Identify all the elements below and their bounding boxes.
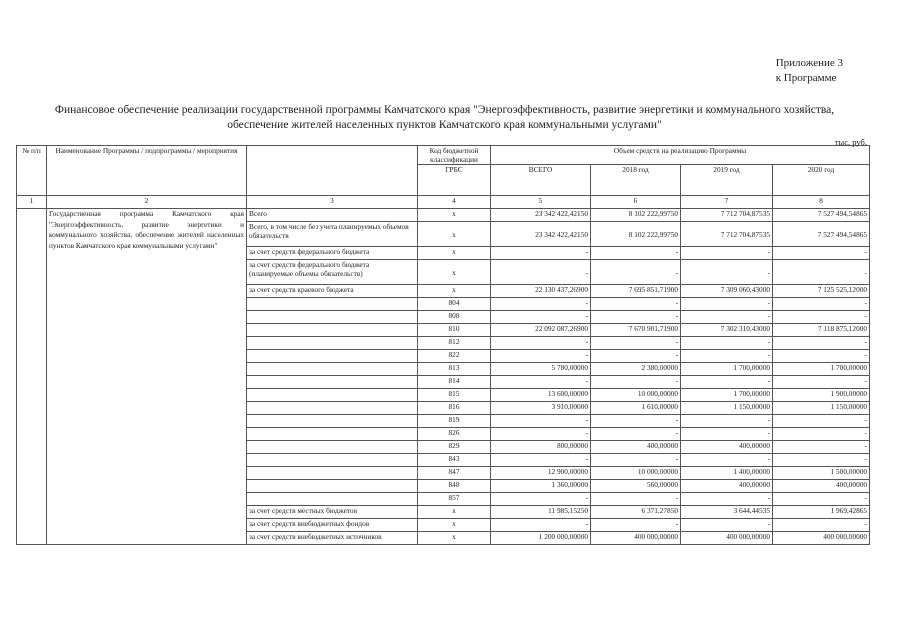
value-2019: - [681,428,773,441]
title-line-2: обеспечение жителей населенных пунктов Камчатского края коммунальными услугами" [227,119,662,131]
value-2018: - [591,415,681,428]
value-2019: 3 644,44535 [681,506,773,519]
value-2020: 7 527 494,54865 [773,209,870,222]
value-2019: 7 712 704,87535 [681,222,773,247]
header-grbs: ГРБС [418,165,491,196]
value-2020: - [773,415,870,428]
value-2020: 7 118 875,12000 [773,324,870,337]
funding-source [247,337,418,350]
col-number: 2 [47,196,247,209]
grbs-code: х [418,209,491,222]
total-value: - [491,298,591,311]
grbs-code: 829 [418,441,491,454]
grbs-code: х [418,506,491,519]
value-2020: 1 500,00000 [773,467,870,480]
funding-source [247,454,418,467]
value-2020: 1 900,00000 [773,389,870,402]
value-2018: 10 000,00000 [591,389,681,402]
total-value: 22 092 087,26900 [491,324,591,337]
header-2018: 2018 год [591,165,681,196]
grbs-code: 816 [418,402,491,415]
value-2019: - [681,247,773,260]
header-code: Код бюджетной классификации [418,146,491,165]
value-2018: - [591,454,681,467]
grbs-code: 812 [418,337,491,350]
value-2020: 400 000,00000 [773,532,870,545]
total-value: 3 910,00000 [491,402,591,415]
value-2020: 1 700,00000 [773,363,870,376]
title-line-1: Финансовое обеспечение реализации государственной программы Камчатского края "Энергоэффективность, развитие энергетики и коммунального хозяйства, [54,104,835,116]
total-value: - [491,350,591,363]
value-2019: - [681,415,773,428]
funding-source: за счет средств внебюджетных фондов [247,519,418,532]
value-2018: - [591,350,681,363]
total-value: - [491,337,591,350]
appendix-note [776,56,843,86]
value-2018: 8 102 222,99750 [591,222,681,247]
header-row [17,146,870,165]
value-2020: - [773,376,870,389]
grbs-code: х [418,285,491,298]
document-title [22,103,867,133]
value-2020: - [773,441,870,454]
funding-source [247,376,418,389]
value-2018: 2 380,00000 [591,363,681,376]
value-2020: - [773,247,870,260]
grbs-code: 857 [418,493,491,506]
value-2019: - [681,260,773,285]
value-2018: - [591,247,681,260]
value-2018: 6 371,27850 [591,506,681,519]
funding-source [247,428,418,441]
grbs-code: 847 [418,467,491,480]
grbs-code: 819 [418,415,491,428]
funding-source [247,389,418,402]
col-number: 1 [17,196,47,209]
funding-source: за счет средств краевого бюджета [247,285,418,298]
total-value: - [491,311,591,324]
value-2019: - [681,298,773,311]
header-empty [247,146,418,196]
total-value: 22 130 437,26900 [491,285,591,298]
value-2019: - [681,350,773,363]
grbs-code: 848 [418,480,491,493]
total-value: 800,00000 [491,441,591,454]
value-2019: - [681,376,773,389]
value-2020: 7 527 494,54865 [773,222,870,247]
value-2020: - [773,519,870,532]
funding-source [247,441,418,454]
value-2019: - [681,454,773,467]
value-2018: - [591,311,681,324]
total-value: - [491,454,591,467]
header-name: Наименование Программы / подпрограммы / мероприятия [47,146,247,196]
value-2020: 1 969,42865 [773,506,870,519]
total-value: 11 985,15250 [491,506,591,519]
grbs-code: 810 [418,324,491,337]
funding-source [247,415,418,428]
grbs-code: 814 [418,376,491,389]
grbs-code: 804 [418,298,491,311]
value-2018: 7 670 901,71900 [591,324,681,337]
funding-source [247,467,418,480]
funding-source [247,298,418,311]
grbs-code: 843 [418,454,491,467]
total-value: - [491,247,591,260]
value-2018: 8 102 222,99750 [591,209,681,222]
grbs-code: х [418,222,491,247]
table-row [17,209,870,222]
funding-source: за счет средств федерального бюджета (планируемые объемы обязательств) [247,260,418,285]
value-2020: - [773,350,870,363]
funding-source [247,402,418,415]
appendix-line-2: к Программе [775,72,837,84]
col-number: 7 [681,196,773,209]
funding-source [247,350,418,363]
col-number: 3 [247,196,418,209]
value-2019: 1 700,00000 [681,389,773,402]
total-value: - [491,519,591,532]
grbs-code: х [418,260,491,285]
funding-source [247,324,418,337]
value-2020: - [773,260,870,285]
value-2018: - [591,337,681,350]
value-2019: 1 400,00000 [681,467,773,480]
grbs-code: х [418,532,491,545]
value-2019: 400,00000 [681,441,773,454]
value-2018: - [591,298,681,311]
value-2018: 400 000,00000 [591,532,681,545]
value-2018: - [591,428,681,441]
col-number: 8 [773,196,870,209]
value-2019: 400,00000 [681,480,773,493]
value-2019: 7 309 060,43000 [681,285,773,298]
header-volume: Объем средств на реализацию Программы [491,146,870,165]
header-total: ВСЕГО [491,165,591,196]
total-value: - [491,260,591,285]
units-label: тыс. руб. [834,137,867,147]
grbs-code: 826 [418,428,491,441]
funding-source [247,493,418,506]
value-2020: - [773,311,870,324]
row-number-cell [17,209,47,545]
value-2018: - [591,519,681,532]
value-2018: - [591,376,681,389]
total-value: 1 360,00000 [491,480,591,493]
grbs-code: х [418,519,491,532]
col-number: 4 [418,196,491,209]
column-number-row [17,196,870,209]
total-value: 12 900,00000 [491,467,591,480]
value-2018: 560,00000 [591,480,681,493]
appendix-line-1: Приложение 3 [775,57,843,69]
value-2019: - [681,493,773,506]
value-2019: 7 712 704,87535 [681,209,773,222]
value-2020: - [773,428,870,441]
value-2020: 7 125 525,12000 [773,285,870,298]
value-2020: - [773,493,870,506]
total-value: - [491,428,591,441]
funding-source: за счет средств местных бюджетов [247,506,418,519]
value-2019: 7 302 310,43000 [681,324,773,337]
value-2018: - [591,260,681,285]
value-2020: - [773,454,870,467]
funding-source: Всего, в том числе без учета планируемых объемов обязательств [247,222,418,247]
value-2019: - [681,519,773,532]
financing-table [16,145,870,545]
grbs-code: 822 [418,350,491,363]
col-number: 6 [591,196,681,209]
total-value: 1 200 000,00000 [491,532,591,545]
grbs-code: х [418,247,491,260]
grbs-code: 815 [418,389,491,402]
funding-source: за счет средств федерального бюджета [247,247,418,260]
value-2018: 10 000,00000 [591,467,681,480]
total-value: - [491,493,591,506]
value-2020: 1 150,00000 [773,402,870,415]
value-2019: 1 700,00000 [681,363,773,376]
value-2020: - [773,337,870,350]
value-2019: - [681,337,773,350]
value-2018: - [591,493,681,506]
value-2018: 1 610,00000 [591,402,681,415]
program-name: Государственная программа Камчатского края "Энергоэффективность, развитие энергетики и коммунального хозяйства, обеспечение жителей населенных пунктов Камчатского края коммунальными услугами" [47,209,247,545]
value-2020: 400,00000 [773,480,870,493]
value-2020: - [773,298,870,311]
total-value: 5 780,00000 [491,363,591,376]
grbs-code: 808 [418,311,491,324]
funding-source: Всего [247,209,418,222]
total-value: - [491,415,591,428]
funding-source [247,311,418,324]
funding-source [247,480,418,493]
value-2019: 1 150,00000 [681,402,773,415]
total-value: 23 342 422,42150 [491,222,591,247]
grbs-code: 813 [418,363,491,376]
header-num: № п/п [17,146,47,196]
header-2020: 2020 год [773,165,870,196]
value-2018: 7 695 851,71900 [591,285,681,298]
col-number: 5 [491,196,591,209]
value-2019: 400 000,00000 [681,532,773,545]
value-2019: - [681,311,773,324]
total-value: 13 600,00000 [491,389,591,402]
header-2019: 2019 год [681,165,773,196]
total-value: 23 342 422,42150 [491,209,591,222]
funding-source [247,363,418,376]
total-value: - [491,376,591,389]
value-2018: 400,00000 [591,441,681,454]
funding-source: за счет средств внебюджетных источников [247,532,418,545]
